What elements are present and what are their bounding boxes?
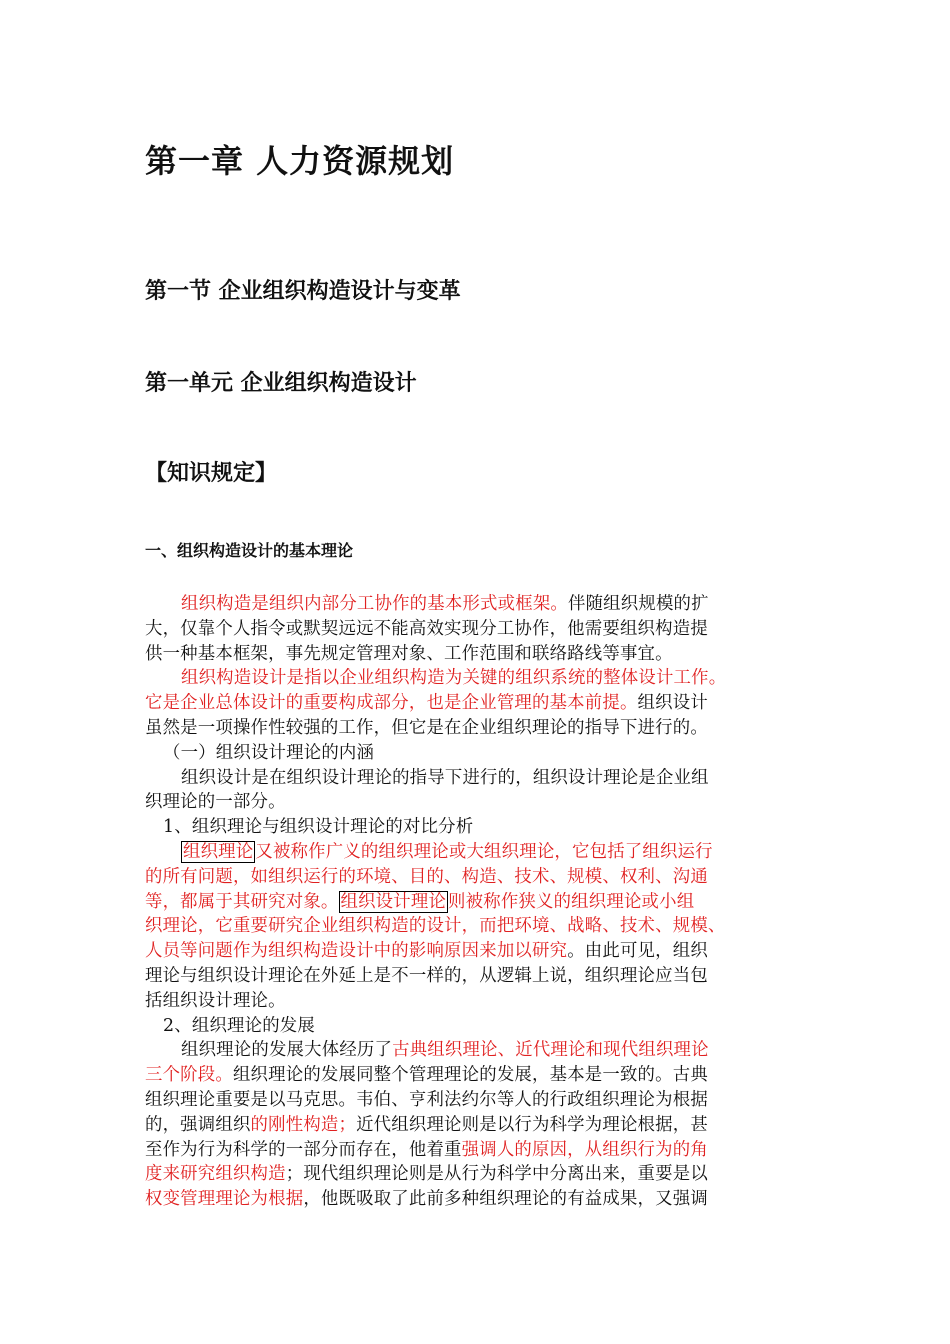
text-line	[145, 914, 807, 939]
subheading-basic-theory: 一、组织构造设计的基本理论	[145, 541, 354, 560]
text-segment: 组织理论的发展同整个管理理论的发展，基本是一致的。古典	[232, 1065, 708, 1086]
knowledge-heading: 【知识规定】	[145, 461, 278, 486]
text-segment: 组织设计是在组织设计理论的指导下进行的，组织设计理论是企业组	[181, 767, 709, 788]
text-segment: 供一种基本框架，事先规定管理对象、工作范围和联络路线等事宜。	[145, 643, 673, 664]
highlighted-text: 人员等问题作为组织构造设计中的影响原因来加以研究	[145, 941, 568, 962]
text-line	[145, 642, 807, 667]
text-segment: 虽然是一项操作性较强的工作，但它是在企业组织理论的指导下进行的。	[145, 717, 708, 738]
text-line	[145, 666, 807, 691]
text-segment: 组织理论的发展大体经历了	[181, 1040, 393, 1061]
text-segment: 理论与组织设计理论在外延上是不一样的，从逻辑上说，组织理论应当包	[145, 965, 708, 986]
text-line	[145, 741, 807, 766]
text-line	[145, 865, 807, 890]
text-line	[145, 890, 807, 915]
text-line	[145, 815, 807, 840]
text-line	[145, 1162, 807, 1187]
text-line	[145, 1113, 807, 1138]
text-segment: 伴随组织规模的扩	[568, 594, 709, 614]
text-line	[145, 766, 807, 791]
text-line	[145, 964, 807, 989]
text-line	[145, 1138, 807, 1163]
text-line	[145, 790, 807, 815]
body-text	[145, 592, 807, 1212]
highlighted-text: 又被称作广义的组织理论或大组织理论，它包括了组织运行	[255, 841, 713, 862]
highlighted-text: 组织构造设计是指以企业组织构造为关键的组织系统的整体设计工作。	[181, 668, 727, 689]
highlighted-text: 强调人的原因，从组织行为的角	[461, 1139, 708, 1160]
text-segment: 至作为行为科学的一部分而存在，他着重	[145, 1139, 462, 1160]
highlighted-text: 古典组织理论、近代理论和现代组织理论	[392, 1040, 709, 1061]
boxed-term: 组织设计理论	[340, 891, 447, 912]
highlighted-text: 等，都属于其研究对象。	[145, 891, 339, 912]
text-line	[145, 1063, 807, 1088]
text-segment: （一）组织设计理论的内涵	[163, 742, 375, 763]
section-title: 第一节 企业组织构造设计与变革	[145, 279, 461, 304]
text-segment: 2、组织理论的发展	[163, 1015, 315, 1036]
text-line	[145, 1088, 807, 1113]
text-line	[145, 617, 807, 642]
unit-title: 第一单元 企业组织构造设计	[145, 371, 417, 396]
highlighted-text: 的刚性构造；	[250, 1114, 357, 1135]
text-segment: 组织理论重要是以马克思。韦伯、亨利法约尔等人的行政组织理论为根据	[145, 1089, 708, 1110]
text-segment: ；现代组织理论则是从行为科学中分离出来，重要是以	[285, 1164, 708, 1185]
text-segment: 括组织设计理论。	[145, 990, 286, 1011]
highlighted-text: 织理论，它重要研究企业组织构造的设计，而把环境、战略、技术、规模、	[145, 916, 726, 937]
boxed-term: 组织理论	[183, 841, 254, 862]
text-line	[145, 939, 807, 964]
text-line	[145, 1187, 807, 1212]
text-line	[145, 716, 807, 741]
highlighted-text: 的所有问题，如组织运行的环境、目的、构造、技术、规模、权利、沟通	[145, 866, 708, 887]
highlighted-text: 三个阶段。	[145, 1065, 233, 1086]
highlighted-text: 度来研究组织构造	[145, 1164, 286, 1185]
highlighted-text: 组织构造是组织内部分工协作的基本形式或框架。	[181, 594, 568, 614]
text-segment: ，他既吸取了此前多种组织理论的有益成果，又强调	[303, 1189, 708, 1210]
text-line	[145, 989, 807, 1014]
text-line	[145, 691, 807, 716]
text-segment: 近代组织理论则是以行为科学为理论根据，甚	[356, 1114, 708, 1135]
text-segment: 1、组织理论与组织设计理论的对比分析	[163, 817, 474, 838]
text-line	[145, 840, 807, 865]
highlighted-text: 权变管理理论为根据	[145, 1189, 304, 1210]
text-line	[145, 1038, 807, 1063]
text-line	[145, 592, 807, 617]
text-segment: 。由此可见，组织	[567, 941, 708, 962]
text-segment: 大，仅靠个人指令或默契远远不能高效实现分工协作，他需要组织构造提	[145, 618, 708, 639]
text-line	[145, 1014, 807, 1039]
text-segment: 组织设计	[637, 693, 708, 714]
text-segment: 织理论的一部分。	[145, 792, 286, 813]
highlighted-text: 它是企业总体设计的重要构成部分，也是企业管理的基本前提。	[145, 693, 638, 714]
highlighted-text: 则被称作狭义的组织理论或小组	[448, 891, 695, 912]
text-segment: 的，强调组织	[145, 1114, 251, 1135]
chapter-title: 第一章 人力资源规划	[145, 142, 455, 180]
